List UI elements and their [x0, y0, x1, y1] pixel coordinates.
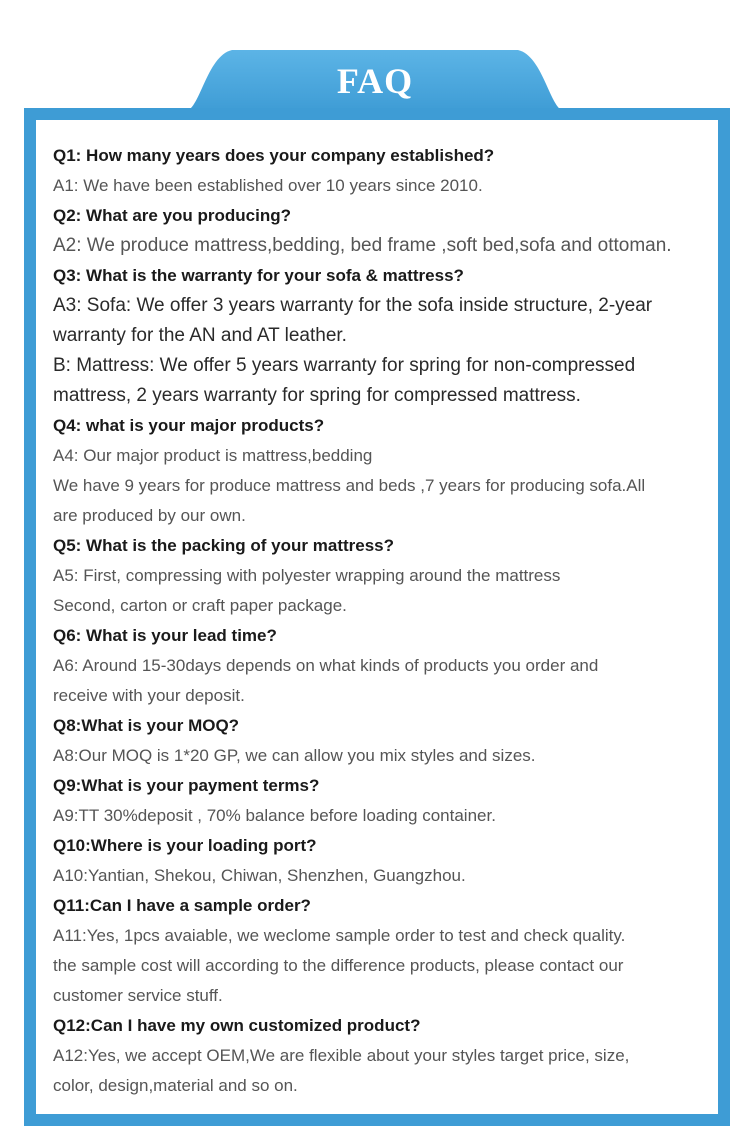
answer-3-line-1: A3: Sofa: We offer 3 years warranty for the sofa inside structure, 2-year	[53, 295, 653, 316]
faq-header-tab	[0, 48, 750, 112]
question-11: Q11:Can I have a sample order?	[53, 896, 311, 915]
faq-item-5	[53, 531, 713, 621]
faq-item-1	[53, 141, 713, 201]
answer-3-line-4: mattress, 2 years warranty for spring for compressed mattress.	[53, 385, 581, 406]
answer-3-line-2: warranty for the AN and AT leather.	[53, 325, 347, 346]
answer-9-line-1: A9:TT 30%deposit , 70% balance before loading container.	[53, 806, 496, 825]
faq-item-2	[53, 201, 713, 261]
question-12: Q12:Can I have my own customized product?	[53, 1016, 421, 1035]
faq-item-3	[53, 261, 713, 411]
faq-list	[53, 141, 713, 1101]
answer-4-line-1: A4: Our major product is mattress,bedding	[53, 446, 373, 465]
faq-item-12	[53, 1011, 713, 1101]
question-2: Q2: What are you producing?	[53, 206, 292, 225]
answer-4-line-2: We have 9 years for produce mattress and beds ,7 years for producing sofa.All	[53, 476, 646, 495]
faq-item-4	[53, 411, 713, 531]
answer-12-line-1: A12:Yes, we accept OEM,We are flexible about your styles target price, size,	[53, 1046, 630, 1065]
answer-6-line-2: receive with your deposit.	[53, 686, 245, 705]
answer-5-line-2: Second, carton or craft paper package.	[53, 596, 347, 615]
answer-6-line-1: A6: Around 15-30days depends on what kinds of products you order and	[53, 656, 599, 675]
question-10: Q10:Where is your loading port?	[53, 836, 317, 855]
answer-2-line-1: A2: We produce mattress,bedding, bed frame ,soft bed,sofa and ottoman.	[53, 235, 672, 256]
question-8: Q8:What is your MOQ?	[53, 716, 240, 735]
answer-11-line-1: A11:Yes, 1pcs avaiable, we weclome sample order to test and check quality.	[53, 926, 626, 945]
faq-item-8	[53, 711, 713, 771]
answer-10-line-1: A10:Yantian, Shekou, Chiwan, Shenzhen, Guangzhou.	[53, 866, 466, 885]
answer-4-line-3: are produced by our own.	[53, 506, 246, 525]
answer-12-line-2: color, design,material and so on.	[53, 1076, 298, 1095]
faq-item-6	[53, 621, 713, 711]
answer-11-line-2: the sample cost will according to the difference products, please contact our	[53, 956, 624, 975]
answer-8-line-1: A8:Our MOQ is 1*20 GP, we can allow you mix styles and sizes.	[53, 746, 536, 765]
answer-1-line-1: A1: We have been established over 10 years since 2010.	[53, 176, 483, 195]
question-3: Q3: What is the warranty for your sofa & mattress?	[53, 266, 464, 285]
question-4: Q4: what is your major products?	[53, 416, 325, 435]
page-title: FAQ	[336, 61, 414, 101]
faq-item-11	[53, 891, 713, 1011]
faq-item-10	[53, 831, 713, 891]
answer-11-line-3: customer service stuff.	[53, 986, 223, 1005]
faq-item-9	[53, 771, 713, 831]
question-9: Q9:What is your payment terms?	[53, 776, 320, 795]
question-1: Q1: How many years does your company established?	[53, 146, 495, 165]
question-6: Q6: What is your lead time?	[53, 626, 277, 645]
question-5: Q5: What is the packing of your mattress?	[53, 536, 395, 555]
answer-3-line-3: B: Mattress: We offer 5 years warranty for spring for non-compressed	[53, 355, 636, 376]
answer-5-line-1: A5: First, compressing with polyester wrapping around the mattress	[53, 566, 561, 585]
